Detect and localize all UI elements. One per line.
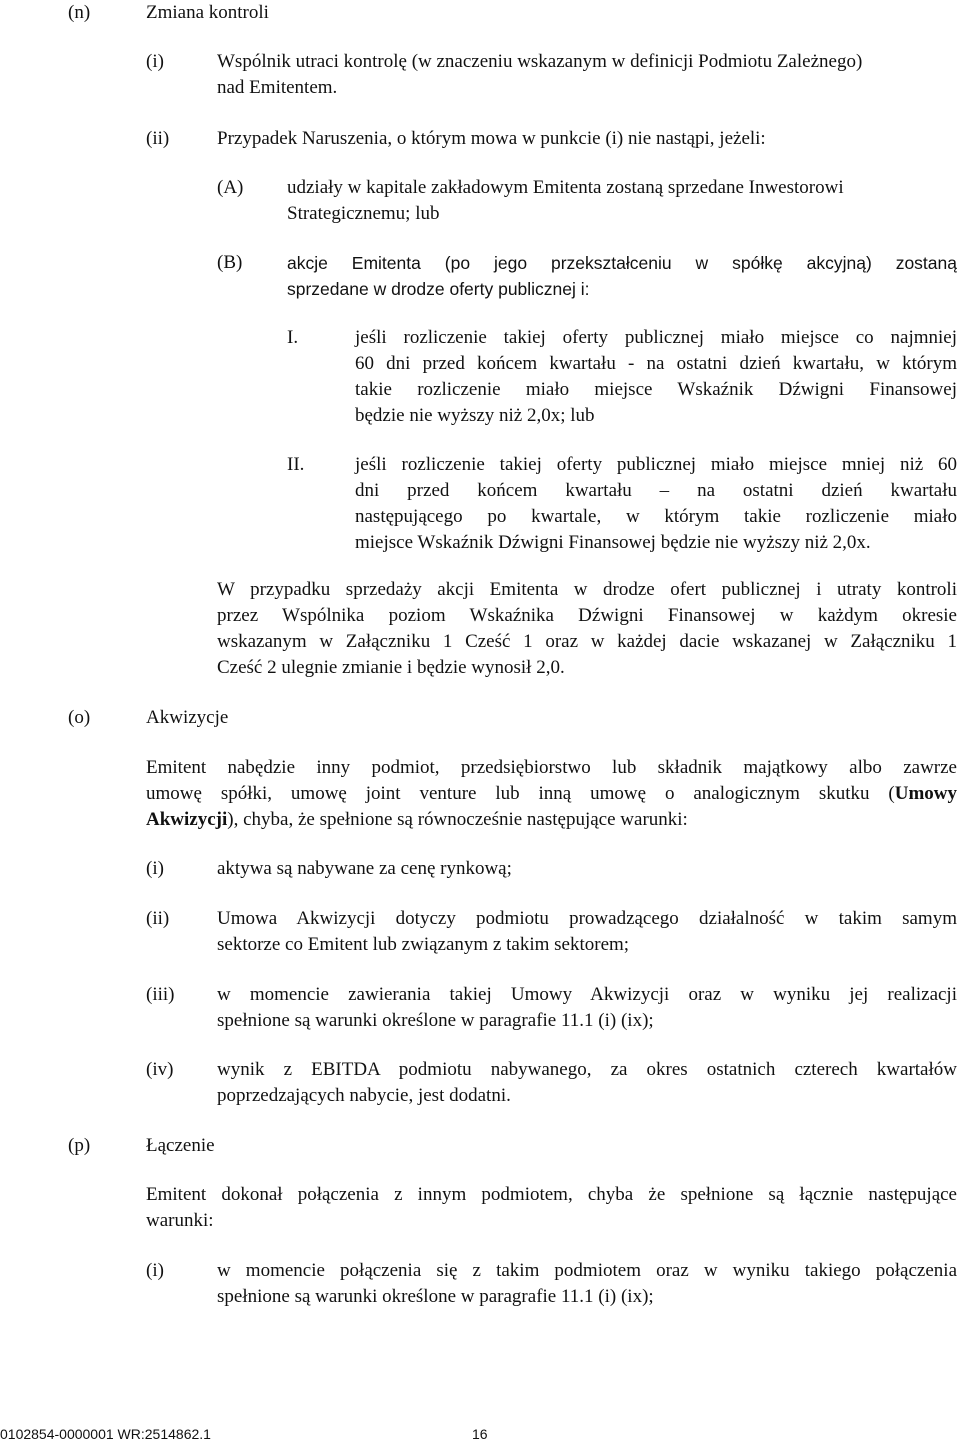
section-p-label: (p) [68, 1135, 91, 1156]
item-n-I-text: jeśli rozliczenie takiej oferty publicznej miało miejsce co najmniej 60 dni przed końcem kwartału - na ostatni dzień kwartału, w którym takie rozliczenie miało miejsce Wskaźnik Dźwigni Finansowej będzie nie wyższy niż 2,0x; lub [355, 327, 957, 426]
item-n-A-text: udziały w kapitale zakładowym Emitenta zostaną sprzedane Inwestorowi Strategicznemu; lub [287, 177, 844, 224]
section-o-label: (o) [68, 707, 91, 728]
footer-page-number: 16 [472, 1426, 488, 1442]
section-p-title: Łączenie [146, 1135, 215, 1156]
section-n-closing: W przypadku sprzedaży akcji Emitenta w drodze ofert publicznej i utraty kontroli przez Wspólnika poziom Wskaźnika Dźwigni Finansowej w każdym okresie wskazanym w Załączniku 1 Cześć 1 oraz w każdej dacie wskazanej w Załączniku 1 Cześć 2 ulegnie zmianie i będzie wynosił 2,0. [217, 579, 957, 678]
section-n-title: Zmiana kontroli [146, 2, 269, 23]
item-n-ii-text: Przypadek Naruszenia, o którym mowa w punkcie (i) nie nastąpi, jeżeli: [217, 128, 766, 149]
section-n-label: (n) [68, 2, 91, 23]
item-n-I-label: I. [287, 327, 299, 348]
item-p-i-label: (i) [146, 1260, 164, 1281]
section-o-intro: Emitent nabędzie inny podmiot, przedsiębiorstwo lub składnik majątkowy albo zawrze umowę spółki, umowę joint venture lub inną umowę o analogicznym skutku (Umowy Akwizycji), chyba, że spełnione są równocześnie następujące warunki: [146, 757, 957, 830]
item-n-II-text: jeśli rozliczenie takiej oferty publicznej miało miejsce mniej niż 60 dni przed końcem kwartału – na ostatni dzień kwartału następującego po kwartale, w którym takie rozliczenie miało miejsce Wskaźnik Dźwigni Finansowej będzie nie wyższy niż 2,0x. [355, 454, 957, 553]
item-n-B-label: (B) [217, 252, 243, 273]
defined-term-umowy: Umowy [894, 783, 957, 804]
section-o-title: Akwizycje [146, 707, 229, 728]
item-o-iii-text: w momencie zawierania takiej Umowy Akwizycji oraz w wyniku jej realizacji spełnione są warunki określone w paragrafie 11.1 (i) (ix); [217, 984, 957, 1031]
item-o-ii-label: (ii) [146, 908, 170, 929]
item-n-II-label: II. [287, 454, 305, 475]
footer-document-id: 0102854-0000001 WR:2514862.1 [0, 1426, 211, 1442]
item-o-i-text: aktywa są nabywane za cenę rynkową; [217, 858, 512, 879]
item-o-i-label: (i) [146, 858, 164, 879]
item-n-A-label: (A) [217, 177, 244, 198]
item-o-ii-text: Umowa Akwizycji dotyczy podmiotu prowadzącego działalność w takim samym sektorze co Emitent lub związanym z takim sektorem; [217, 908, 957, 955]
item-o-iv-label: (iv) [146, 1059, 174, 1080]
defined-term-akwizycji: Akwizycji [146, 809, 228, 830]
item-n-ii-label: (ii) [146, 128, 170, 149]
item-n-B-text: akcje Emitenta (po jego przekształceniu w spółkę akcyjną) zostaną sprzedane w drodze oferty publicznej i: [287, 253, 957, 299]
item-p-i-text: w momencie połączenia się z takim podmiotem oraz w wyniku takiego połączenia spełnione są warunki określone w paragrafie 11.1 (i) (ix); [217, 1260, 957, 1307]
item-n-i-label: (i) [146, 51, 164, 72]
item-n-i-text: Wspólnik utraci kontrolę (w znaczeniu wskazanym w definicji Podmiotu Zależnego) nad Emitentem. [217, 51, 863, 98]
item-o-iii-label: (iii) [146, 984, 175, 1005]
item-o-iv-text: wynik z EBITDA podmiotu nabywanego, za okres ostatnich czterech kwartałów poprzedzających nabycie, jest dodatni. [217, 1059, 957, 1106]
section-p-intro: Emitent dokonał połączenia z innym podmiotem, chyba że spełnione są łącznie następujące warunki: [146, 1184, 957, 1231]
